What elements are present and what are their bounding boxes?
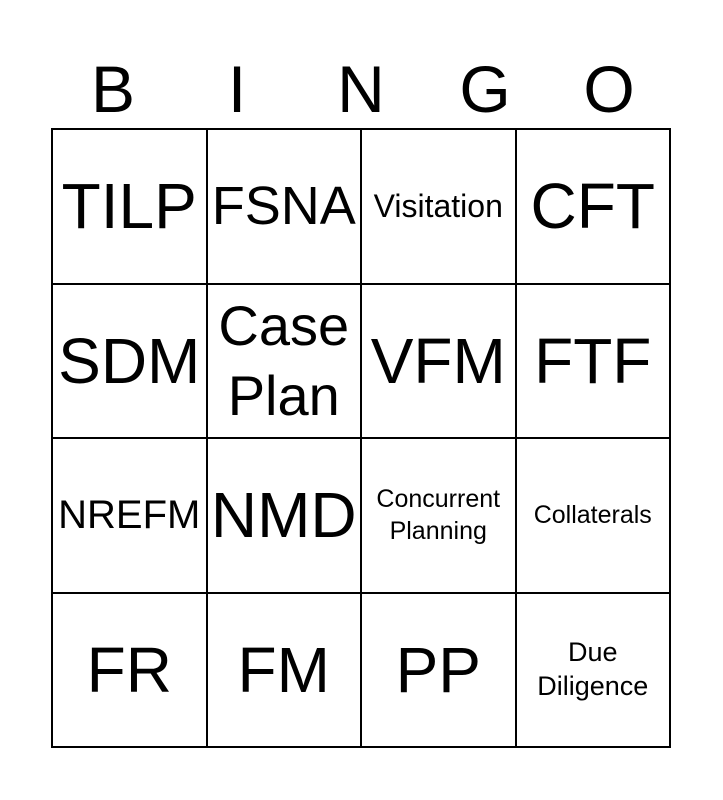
bingo-cell[interactable] — [361, 593, 516, 748]
cell-text: FM — [237, 633, 330, 706]
cell-text: NREFM — [58, 493, 201, 538]
bingo-cell[interactable] — [361, 284, 516, 439]
bingo-cell[interactable] — [207, 593, 362, 748]
cell-text: Visitation — [373, 187, 503, 224]
cell-text: NMD — [210, 479, 357, 552]
bingo-board — [51, 128, 671, 748]
cell-text: TILP — [61, 170, 197, 243]
header-letter-g: G — [459, 52, 511, 126]
bingo-cell[interactable] — [516, 593, 671, 748]
header-letter-o: O — [583, 52, 635, 126]
cell-text: VFM — [370, 324, 506, 397]
header-letter-b: B — [90, 52, 136, 126]
cell-text: FR — [86, 633, 172, 706]
bingo-cell[interactable] — [52, 129, 207, 284]
bingo-cell[interactable] — [52, 284, 207, 439]
bingo-cell[interactable] — [207, 129, 362, 284]
cell-text: Collaterals — [533, 501, 652, 529]
bingo-cell[interactable] — [52, 438, 207, 593]
cell-text: Concurrent Planning — [376, 484, 501, 546]
bingo-cell[interactable] — [361, 129, 516, 284]
bingo-cell[interactable] — [516, 129, 671, 284]
cell-text: FTF — [534, 324, 652, 397]
bingo-cell[interactable] — [207, 438, 362, 593]
bingo-cell[interactable] — [207, 284, 362, 439]
cell-text: PP — [395, 633, 481, 706]
cell-text: SDM — [58, 324, 201, 397]
header-letter-n: N — [337, 52, 385, 126]
cell-text: Case Plan — [218, 293, 350, 427]
bingo-cell[interactable] — [516, 438, 671, 593]
cell-text: CFT — [530, 170, 655, 243]
bingo-cell[interactable] — [361, 438, 516, 593]
cell-text: FSNA — [211, 176, 356, 237]
bingo-cell[interactable] — [52, 593, 207, 748]
bingo-cell[interactable] — [516, 284, 671, 439]
bingo-header — [51, 50, 671, 128]
cell-text: Due Diligence — [537, 637, 649, 701]
header-letter-i: I — [227, 52, 247, 126]
